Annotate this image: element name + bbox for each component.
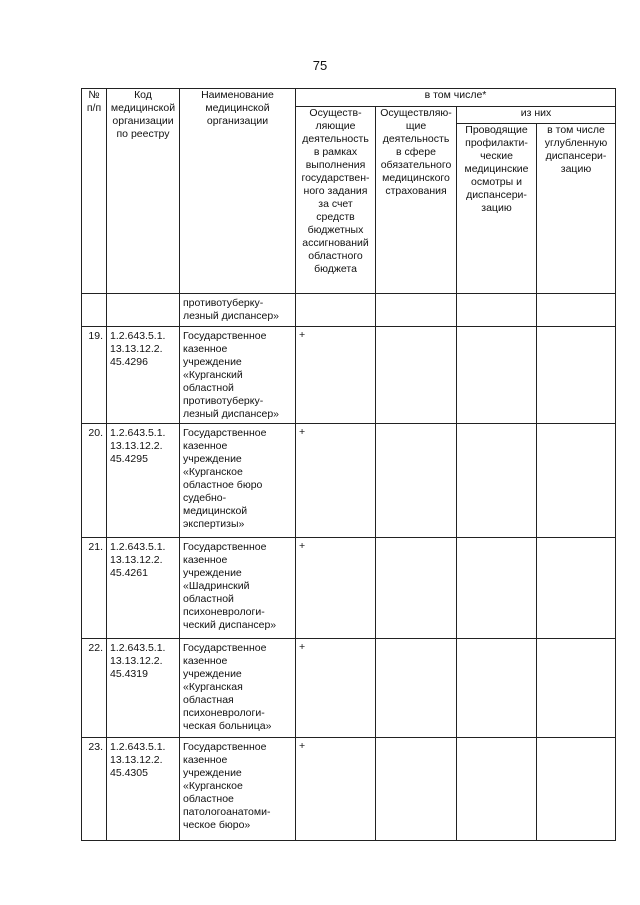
row-number-cell: 21.: [82, 538, 107, 639]
header-deep-line: в том числе: [547, 124, 605, 136]
organization-name-cell-line: Государственное: [183, 642, 267, 654]
organization-name-cell: [180, 294, 296, 327]
preventive-exam-cell: [457, 538, 537, 639]
header-code-line: организации: [112, 115, 174, 127]
budget-cell: +: [296, 738, 376, 841]
table-row: [82, 294, 616, 327]
registry-code-cell-line: 1.2.643.5.1.: [110, 427, 166, 439]
header-code-line: по реестру: [116, 128, 170, 140]
header-budget-line: ного задания: [303, 185, 368, 197]
organization-name-cell-line: лезный диспансер»: [183, 408, 280, 420]
organization-name-cell-line: казенное: [183, 554, 228, 566]
deep-dispensary-cell: [537, 639, 616, 738]
header-oms-line: Осуществляю-: [380, 107, 452, 119]
budget-cell: +: [296, 538, 376, 639]
header-oms-line: обязательного: [380, 159, 452, 171]
organization-name-cell-line: экспертизы»: [183, 518, 245, 530]
header-budget-line: в рамках: [313, 146, 358, 158]
header-oms: [376, 107, 457, 294]
header-name: [180, 89, 296, 294]
header-budget-line: ляющие: [315, 120, 356, 132]
organization-name-cell: [180, 538, 296, 639]
organization-name-cell: [180, 327, 296, 424]
deep-dispensary-cell: [537, 327, 616, 424]
header-prof-line: Проводящие: [465, 124, 528, 136]
registry-code-cell: [107, 639, 180, 738]
header-code-line: медицинской: [110, 102, 176, 114]
organization-name-cell-line: Государственное: [183, 427, 267, 439]
organization-name-cell-line: ческая больница»: [183, 720, 272, 732]
organization-name-cell-line: патологоанатоми-: [183, 806, 271, 818]
header-num-line: п/п: [86, 102, 102, 114]
header-prof-line: медицинские: [464, 163, 529, 175]
registry-code-cell: [107, 538, 180, 639]
oms-cell: [376, 327, 457, 424]
header-budget-line: выполнения: [305, 159, 366, 171]
header-deep-line: углубленную: [544, 137, 608, 149]
organization-name-cell: [180, 639, 296, 738]
header-name-line: Наименование: [201, 89, 274, 101]
budget-cell: +: [296, 327, 376, 424]
organization-name-cell-line: противотуберку-: [183, 297, 264, 309]
organization-name-cell-line: «Курганская: [183, 681, 243, 693]
header-budget-line: Осуществ-: [309, 107, 362, 119]
organization-name-cell-line: психоневрологи-: [183, 606, 265, 618]
row-number-cell: 23.: [82, 738, 107, 841]
header-oms-line: в сфере: [396, 146, 436, 158]
header-oms-line: щие: [405, 120, 427, 132]
header-deep-line: зацию: [560, 163, 592, 175]
header-prof-line: зацию: [481, 202, 512, 214]
registry-code-cell-line: 13.13.12.2.: [110, 440, 163, 452]
registry-code-cell: [107, 294, 180, 327]
preventive-exam-cell: [457, 424, 537, 538]
organization-name-cell-line: областной: [183, 382, 234, 394]
table-row: [82, 424, 616, 538]
header-budget-line: ассигнований: [302, 237, 369, 249]
registry-code-cell-line: 1.2.643.5.1.: [110, 330, 166, 342]
organization-name-cell-line: психоневрологи-: [183, 707, 265, 719]
oms-cell: [376, 538, 457, 639]
organization-name-cell-line: казенное: [183, 754, 228, 766]
header-prof-line: профилакти-: [465, 137, 528, 149]
header-budget-line: бюджетных: [307, 224, 364, 236]
organization-name-cell-line: «Курганское: [183, 466, 243, 478]
organization-name-cell-line: Государственное: [183, 541, 267, 553]
organization-name-cell-line: областное: [183, 793, 234, 805]
header-oms-line: страхования: [385, 185, 447, 197]
organization-name-cell: [180, 738, 296, 841]
header-prof-line: ческие: [480, 150, 513, 162]
preventive-exam-cell: [457, 327, 537, 424]
preventive-exam-cell: [457, 738, 537, 841]
budget-cell: +: [296, 639, 376, 738]
header-code: [107, 89, 180, 294]
table-row: [82, 327, 616, 424]
organization-name-cell-line: областное бюро: [183, 479, 263, 491]
header-budget-line: бюджета: [314, 263, 357, 275]
header-prof-line: диспансери-: [466, 189, 527, 201]
organization-name-cell-line: Государственное: [183, 330, 267, 342]
registry-code-cell-line: 13.13.12.2.: [110, 754, 163, 766]
organization-name-cell-line: медицинской: [183, 505, 248, 517]
header-oms-line: медицинского: [382, 172, 450, 184]
registry-code-cell: [107, 327, 180, 424]
header-deep: [537, 124, 616, 294]
preventive-exam-cell: [457, 294, 537, 327]
organization-name-cell-line: областная: [183, 694, 234, 706]
deep-dispensary-cell: [537, 538, 616, 639]
table-row: [82, 639, 616, 738]
registry-code-cell-line: 13.13.12.2.: [110, 343, 163, 355]
row-number-cell: 20.: [82, 424, 107, 538]
registry-code-cell-line: 13.13.12.2.: [110, 554, 163, 566]
organization-name-cell-line: учреждение: [183, 767, 242, 779]
organization-name-cell-line: казенное: [183, 440, 228, 452]
registry-code-cell-line: 45.4261: [110, 567, 148, 579]
registry-code-cell-line: 45.4305: [110, 767, 148, 779]
budget-cell: [296, 294, 376, 327]
organization-name-cell-line: Государственное: [183, 741, 267, 753]
header-budget-line: государствен-: [301, 172, 370, 184]
header-budget-line: за счет: [318, 198, 353, 210]
deep-dispensary-cell: [537, 294, 616, 327]
table-row: [82, 538, 616, 639]
row-number-cell: 22.: [82, 639, 107, 738]
header-num: [82, 89, 107, 294]
organization-name-cell-line: ческое бюро»: [183, 819, 251, 831]
budget-cell: +: [296, 424, 376, 538]
header-code-line: Код: [134, 89, 152, 101]
header-deep-line: диспансери-: [545, 150, 607, 162]
header-name-line: организации: [206, 115, 269, 127]
registry-code-cell-line: 1.2.643.5.1.: [110, 741, 166, 753]
registry-code-cell-line: 45.4296: [110, 356, 148, 368]
header-budget-line: деятельность: [302, 133, 369, 145]
registry-code-cell-line: 1.2.643.5.1.: [110, 642, 166, 654]
organization-name-cell-line: учреждение: [183, 356, 242, 368]
oms-cell: [376, 639, 457, 738]
row-number-cell: [82, 294, 107, 327]
header-budget-line: средств: [316, 211, 355, 223]
organization-name-cell-line: «Курганское: [183, 780, 243, 792]
registry-code-cell-line: 45.4295: [110, 453, 148, 465]
header-budget: [296, 107, 376, 294]
organization-name-cell-line: учреждение: [183, 567, 242, 579]
organization-name-cell-line: лезный диспансер»: [183, 310, 280, 322]
header-budget-line: областного: [308, 250, 363, 262]
oms-cell: [376, 424, 457, 538]
organization-name-cell-line: казенное: [183, 655, 228, 667]
organization-name-cell-line: «Курганский: [183, 369, 243, 381]
organization-name-cell-line: казенное: [183, 343, 228, 355]
organizations-table: [81, 88, 616, 841]
registry-code-cell: [107, 424, 180, 538]
header-prof-line: осмотры и: [471, 176, 522, 188]
page-number: 75: [312, 58, 328, 73]
registry-code-cell-line: 45.4319: [110, 668, 148, 680]
organization-name-cell-line: областной: [183, 593, 234, 605]
header-name-line: медицинской: [205, 102, 270, 114]
header-including: в том числе*: [296, 89, 616, 107]
deep-dispensary-cell: [537, 424, 616, 538]
header-oms-line: деятельность: [382, 133, 450, 145]
header-num-line: №: [88, 89, 100, 101]
registry-code-cell: [107, 738, 180, 841]
deep-dispensary-cell: [537, 738, 616, 841]
organization-name-cell: [180, 424, 296, 538]
preventive-exam-cell: [457, 639, 537, 738]
oms-cell: [376, 294, 457, 327]
organization-name-cell-line: противотуберку-: [183, 395, 264, 407]
organization-name-cell-line: «Шадринский: [183, 580, 250, 592]
row-number-cell: 19.: [82, 327, 107, 424]
organization-name-cell-line: ческий диспансер»: [183, 619, 277, 631]
organization-name-cell-line: учреждение: [183, 668, 242, 680]
registry-code-cell-line: 13.13.12.2.: [110, 655, 163, 667]
organization-name-cell-line: судебно-: [183, 492, 227, 504]
organization-name-cell-line: учреждение: [183, 453, 242, 465]
table-row: [82, 738, 616, 841]
oms-cell: [376, 738, 457, 841]
header-of-them: из них: [457, 107, 616, 124]
registry-code-cell-line: 1.2.643.5.1.: [110, 541, 166, 553]
header-prof: [457, 124, 537, 294]
